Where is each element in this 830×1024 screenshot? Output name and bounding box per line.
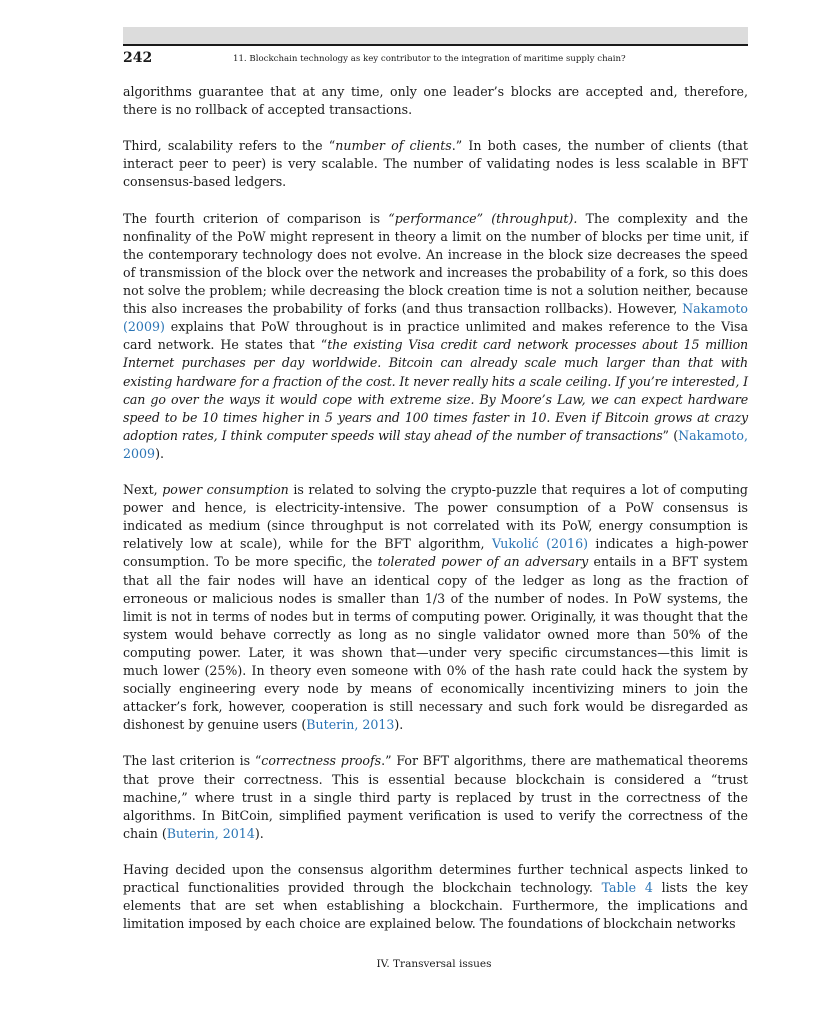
paragraph-technical-aspects	[123, 861, 748, 933]
italic-term: number of clients	[335, 138, 452, 154]
paragraph-rollback	[123, 83, 748, 119]
text-span: .” In both cases, the number of clients (that interact peer to peer) is very scalable. The number of validating nodes is less scalable in BFT consensus-based ledgers.	[123, 138, 748, 190]
paragraph-performance	[123, 210, 748, 463]
citation-link-vukolic-2016[interactable]: Vukolić (2016)	[491, 536, 589, 552]
table-4-link[interactable]: Table 4	[601, 880, 653, 896]
text-span: entails in a BFT system that all the fair nodes will have an identical copy of the ledger as long as the fraction of erroneous or malicious nodes is smaller than 1/3 of the number of nodes. In PoW systems, the limit is not in terms of nodes but in terms of computing power. Originally, it was thought that the system would behave correctly as long as no single validator owned more than 50% of the computing power. Later, it was shown that—under very specific circumstances—this limit is much lower (25%). In theory even someone with 0% of the hash rate could hack the system by socially engineering every node by means of economically incentivizing miners to join the attacker’s fork, however, cooperation is still necessary and such fork would be disregarded as dishonest by genuine users (	[123, 554, 748, 733]
header-band	[123, 27, 748, 44]
text-span: is related to solving the crypto-puzzle that requires a lot of computing power and hence, is electricity-intensive. The power consumption of a PoW consensus is indicated as medium (since throughput is not correlated with its PoW, energy consumption is relatively low at scale), while for the BFT algorithm,	[123, 482, 748, 552]
header-rule	[123, 44, 748, 46]
text-span: indicates a high-power consumption. To be more specific, the	[123, 536, 749, 570]
text-span: The last criterion is “	[123, 753, 262, 769]
citation-link-buterin-2014[interactable]: Buterin, 2014	[166, 825, 255, 841]
text-span: ” (	[662, 427, 679, 443]
italic-term: correctness proofs	[261, 753, 382, 769]
text-span: ).	[254, 825, 264, 841]
text-span: The fourth criterion of comparison is	[123, 210, 389, 226]
italic-term: power consumption	[162, 482, 289, 498]
text-span: explains that PoW throughout is in practice unlimited and makes reference to the Visa card network. He states that “	[123, 319, 748, 353]
text-span: Third, scalability refers to the “	[123, 138, 336, 154]
footer-part-label: IV. Transversal issues	[376, 958, 492, 970]
text-span: Having decided upon the consensus algorithm determines further technical aspects linked to practical functionalities provided through the blockchain technology.	[123, 862, 748, 896]
paragraph-scalability	[123, 137, 748, 191]
body-text	[123, 83, 748, 933]
text-span: ).	[394, 717, 404, 733]
italic-term: “performance” (throughput).	[388, 210, 578, 226]
text-span: Next,	[123, 482, 163, 498]
text-span: ).	[155, 445, 164, 461]
paragraph-correctness	[123, 752, 748, 842]
paragraph-power-consumption	[123, 481, 748, 734]
page-number: 242	[123, 50, 153, 66]
text-span: The complexity and the nonfinality of the PoW might represent in theory a limit on the number of blocks per time unit, if the contemporary technology does not evolve. An increase in the block size decreases the speed of transmission of the block over the network and increases the probability of a fork, so this does not solve the problem; while decreasing the block creation time is not a solution neither, because this also increases the probability of forks (and thus transaction rollbacks). However,	[123, 210, 748, 317]
text-span: .” For BFT algorithms, there are mathematical theorems that prove their correctness. This is essential because blockchain is considered a “trust machine,” where trust in a single third party is replaced by trust in the correctness of the algorithms. In BitCoin, simplified payment verification is used to verify the correctness of the chain (	[123, 753, 749, 841]
italic-term: tolerated power of an adversary	[377, 554, 589, 570]
citation-link-nakamoto-2009[interactable]: Nakamoto, 2009	[123, 427, 748, 461]
text-span: lists the key elements that are set when establishing a blockchain. Furthermore, the implications and limitation imposed by each choice are explained below. The foundations of blockchain networks	[123, 880, 748, 932]
citation-link-nakamoto-2009[interactable]: Nakamoto (2009)	[123, 301, 748, 335]
running-head: 11. Blockchain technology as key contributor to the integration of maritime supply chain?	[233, 54, 626, 64]
text-span: algorithms guarantee that at any time, only one leader’s blocks are accepted and, therefore, there is no rollback of accepted transactions.	[123, 84, 748, 118]
citation-link-buterin-2013[interactable]: Buterin, 2013	[306, 717, 395, 733]
italic-quotation: the existing Visa credit card network processes about 15 million Internet purchases per day worldwide. Bitcoin can already scale much larger than that with existing hardware for a fraction of the cost. It never really hits a scale ceiling. If you’re interested, I can go over the ways it would cope with extreme size. By Moore’s Law, we can expect hardware speed to be 10 times higher in 5 years and 100 times faster in 10. Even if Bitcoin grows at crazy adoption rates, I think computer speeds will stay ahead of the number of transactions	[123, 337, 748, 443]
